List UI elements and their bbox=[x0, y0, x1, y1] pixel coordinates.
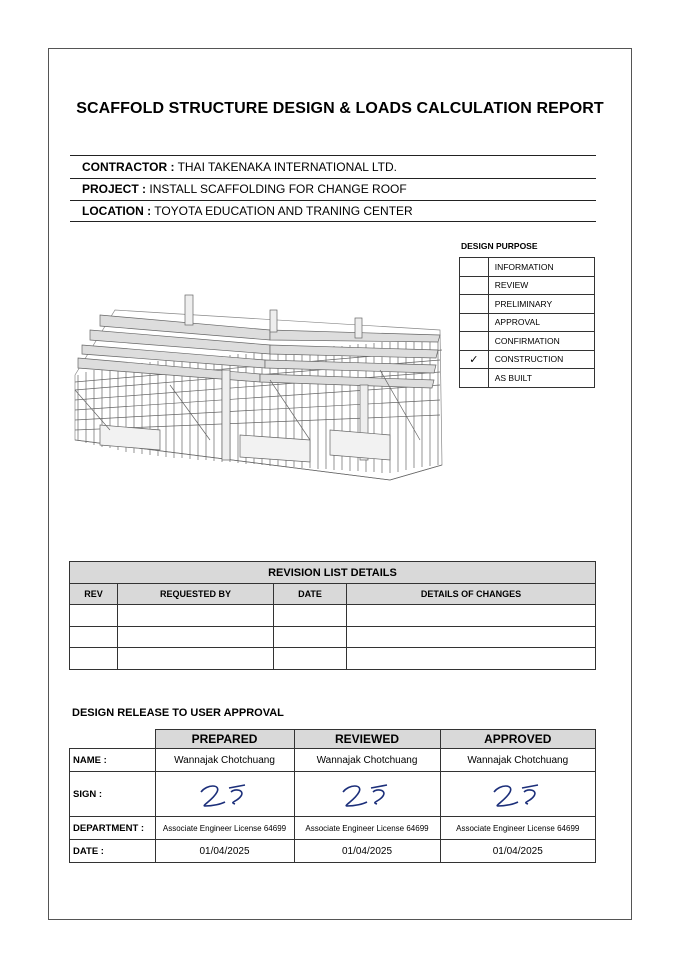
project-line bbox=[70, 178, 596, 200]
purpose-label: CONSTRUCTION bbox=[488, 350, 594, 369]
sign-row-label: SIGN : bbox=[70, 772, 156, 817]
purpose-label: APPROVAL bbox=[488, 313, 594, 332]
revision-row bbox=[70, 605, 596, 627]
purpose-row bbox=[460, 313, 595, 332]
signature-icon bbox=[337, 778, 397, 810]
details-cell[interactable] bbox=[347, 605, 596, 627]
prepared-date: 01/04/2025 bbox=[155, 840, 294, 863]
empty-corner bbox=[70, 730, 156, 749]
location-label: LOCATION : bbox=[82, 204, 152, 218]
approved-name: Wannajak Chotchuang bbox=[440, 749, 596, 772]
purpose-check[interactable] bbox=[460, 313, 489, 332]
purpose-row bbox=[460, 276, 595, 295]
approved-date: 01/04/2025 bbox=[440, 840, 596, 863]
design-purpose-title: DESIGN PURPOSE bbox=[461, 241, 538, 251]
purpose-check[interactable] bbox=[460, 332, 489, 351]
requested-by-cell[interactable] bbox=[118, 648, 274, 670]
scaffold-illustration bbox=[70, 290, 450, 490]
prepared-column-header: PREPARED bbox=[155, 730, 294, 749]
purpose-check[interactable] bbox=[460, 276, 489, 295]
purpose-check[interactable] bbox=[460, 295, 489, 314]
purpose-check[interactable] bbox=[460, 369, 489, 388]
contractor-label: CONTRACTOR : bbox=[82, 160, 175, 174]
details-column-header: DETAILS OF CHANGES bbox=[347, 584, 596, 605]
approved-column-header: APPROVED bbox=[440, 730, 596, 749]
purpose-label: REVIEW bbox=[488, 276, 594, 295]
purpose-check[interactable]: ✓ bbox=[460, 350, 489, 369]
revision-title: REVISION LIST DETAILS bbox=[70, 562, 596, 584]
purpose-row bbox=[460, 295, 595, 314]
date-cell[interactable] bbox=[274, 605, 347, 627]
design-release-title: DESIGN RELEASE TO USER APPROVAL bbox=[72, 707, 284, 719]
design-purpose-table bbox=[459, 257, 595, 388]
location-line bbox=[70, 200, 596, 222]
prepared-name: Wannajak Chotchuang bbox=[155, 749, 294, 772]
requested-by-column-header: REQUESTED BY bbox=[118, 584, 274, 605]
signature-icon bbox=[488, 778, 548, 810]
reviewed-date: 01/04/2025 bbox=[294, 840, 440, 863]
rev-column-header: REV bbox=[70, 584, 118, 605]
rev-cell[interactable] bbox=[70, 626, 118, 648]
reviewed-name: Wannajak Chotchuang bbox=[294, 749, 440, 772]
reviewed-department: Associate Engineer License 64699 bbox=[294, 817, 440, 840]
approved-signature bbox=[440, 772, 596, 817]
date-cell[interactable] bbox=[274, 626, 347, 648]
purpose-row bbox=[460, 332, 595, 351]
details-cell[interactable] bbox=[347, 648, 596, 670]
purpose-row bbox=[460, 258, 595, 277]
purpose-check[interactable] bbox=[460, 258, 489, 277]
revision-table bbox=[69, 561, 596, 670]
report-title: SCAFFOLD STRUCTURE DESIGN & LOADS CALCULATION REPORT bbox=[76, 100, 604, 117]
contractor-line bbox=[70, 156, 596, 178]
divider bbox=[70, 221, 596, 222]
rev-cell[interactable] bbox=[70, 605, 118, 627]
prepared-signature bbox=[155, 772, 294, 817]
rev-cell[interactable] bbox=[70, 648, 118, 670]
date-column-header: DATE bbox=[274, 584, 347, 605]
purpose-label: CONFIRMATION bbox=[488, 332, 594, 351]
revision-row bbox=[70, 626, 596, 648]
project-value: INSTALL SCAFFOLDING FOR CHANGE ROOF bbox=[149, 182, 407, 196]
purpose-label: PRELIMINARY bbox=[488, 295, 594, 314]
date-cell[interactable] bbox=[274, 648, 347, 670]
approval-table bbox=[69, 729, 596, 863]
purpose-row bbox=[460, 369, 595, 388]
purpose-row bbox=[460, 350, 595, 369]
project-label: PROJECT : bbox=[82, 182, 147, 196]
name-row-label: NAME : bbox=[70, 749, 156, 772]
signature-icon bbox=[195, 778, 255, 810]
purpose-label: INFORMATION bbox=[488, 258, 594, 277]
purpose-label: AS BUILT bbox=[488, 369, 594, 388]
revision-row bbox=[70, 648, 596, 670]
requested-by-cell[interactable] bbox=[118, 626, 274, 648]
prepared-department: Associate Engineer License 64699 bbox=[155, 817, 294, 840]
date-row-label: DATE : bbox=[70, 840, 156, 863]
contractor-value: THAI TAKENAKA INTERNATIONAL LTD. bbox=[177, 160, 397, 174]
reviewed-signature bbox=[294, 772, 440, 817]
requested-by-cell[interactable] bbox=[118, 605, 274, 627]
location-value: TOYOTA EDUCATION AND TRANING CENTER bbox=[154, 204, 413, 218]
approved-department: Associate Engineer License 64699 bbox=[440, 817, 596, 840]
details-cell[interactable] bbox=[347, 626, 596, 648]
department-row-label: DEPARTMENT : bbox=[70, 817, 156, 840]
reviewed-column-header: REVIEWED bbox=[294, 730, 440, 749]
